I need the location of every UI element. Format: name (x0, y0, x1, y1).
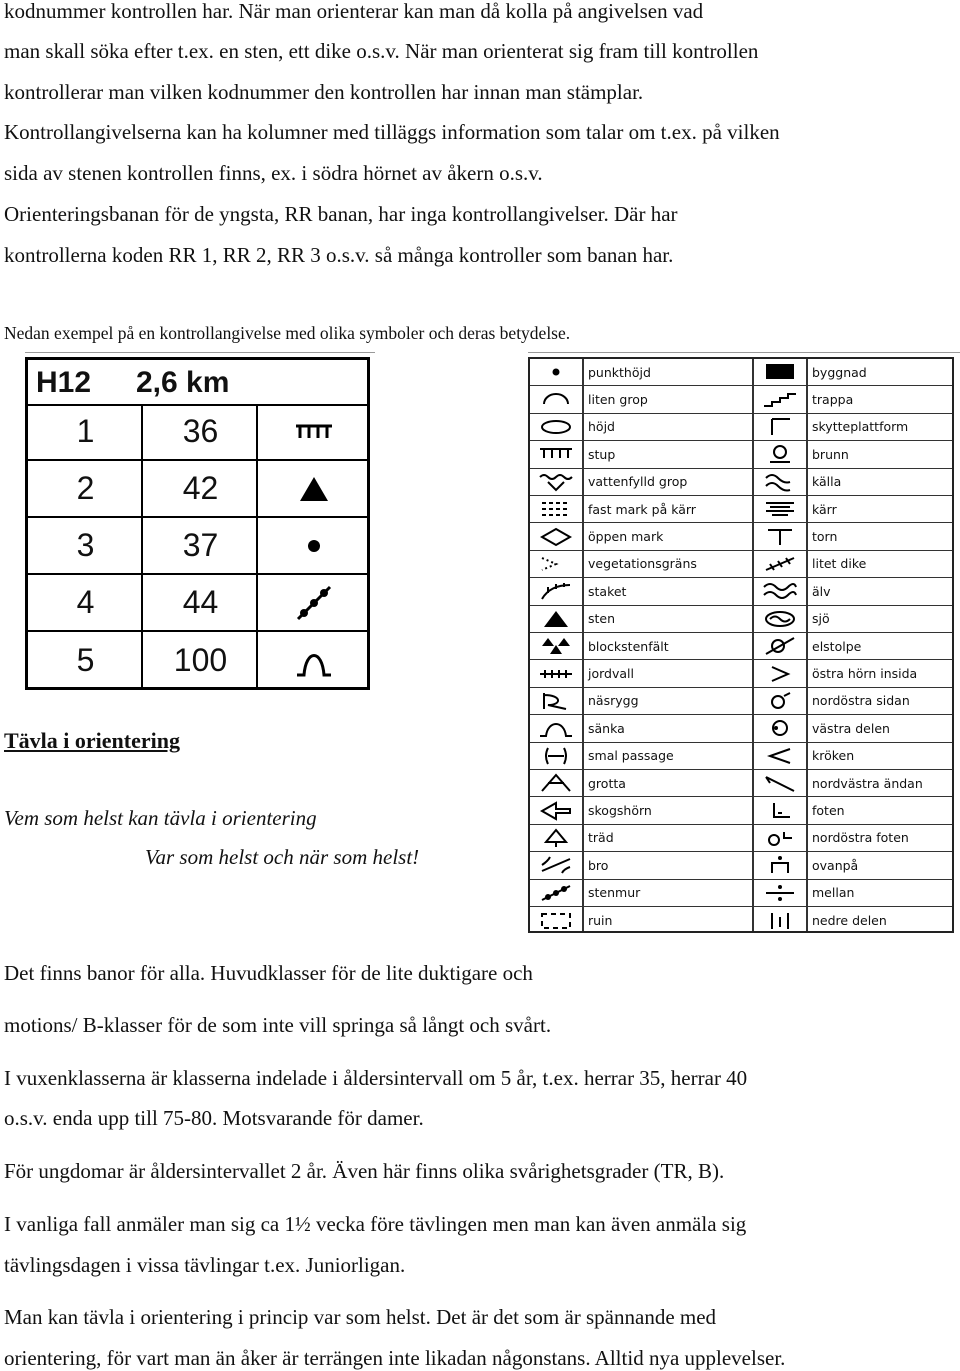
ditch-icon (754, 551, 806, 577)
bend-icon (754, 743, 806, 769)
legend-label: vegetationsgräns (588, 556, 697, 572)
body-line: orientering, för vart man än åker är terrängen inte likadan någonstans. Alltid nya upplevelser. (4, 1346, 786, 1370)
body-line: Man kan tävla i orientering i princip var som helst. Det är det som är spännande med (4, 1305, 717, 1329)
legend-row (530, 414, 952, 441)
northeast-foot-icon (754, 825, 806, 851)
control-number: 5 (76, 642, 95, 678)
legend-label: västra delen (812, 720, 890, 736)
legend-label: östra hörn insida (812, 666, 918, 682)
control-row (28, 518, 367, 575)
control-number: 3 (76, 527, 95, 563)
legend-row (530, 386, 952, 413)
legend-row (530, 441, 952, 468)
shooting-platform-icon (754, 414, 806, 440)
control-number: 1 (76, 413, 95, 449)
body-line: I vuxenklasserna är klasserna indelade i åldersintervall om 5 år, t.ex. herrar 35, herrar 40 (4, 1066, 748, 1090)
ruin-icon (530, 907, 582, 934)
legend-label: elstolpe (812, 638, 862, 654)
intro-line: man skall söka efter t.ex. en sten, ett dike o.s.v. När man orienterat sig fram till kontrollen (4, 39, 759, 63)
legend-label: kröken (812, 748, 855, 764)
control-code: 36 (182, 413, 219, 449)
legend-row (530, 523, 952, 550)
legend-row (530, 770, 952, 797)
legend-label: ruin (588, 913, 613, 929)
legend-label: smal passage (588, 748, 674, 764)
control-code: 37 (182, 527, 219, 563)
legend-label: torn (812, 529, 838, 545)
legend-label: mellan (812, 885, 855, 901)
legend-row (530, 496, 952, 523)
legend-label: nordöstra foten (812, 830, 909, 846)
marsh-icon (754, 496, 806, 522)
firm-marsh-icon (530, 496, 582, 522)
legend-label: öppen mark (588, 529, 664, 545)
lower-part-icon (754, 907, 806, 934)
legend-label: nordöstra sidan (812, 693, 910, 709)
legend-label: sjö (812, 611, 830, 627)
legend-row (530, 660, 952, 687)
stone-wall-icon (530, 880, 582, 906)
control-number: 4 (76, 584, 95, 620)
legend-row (530, 743, 952, 770)
lake-icon (754, 606, 806, 632)
legend-row (530, 852, 952, 879)
course-distance: 2,6 km (136, 366, 230, 399)
spring-icon (754, 469, 806, 495)
intro-line: kodnummer kontrollen har. När man orienterar kan man då kolla på angivelsen vad (4, 0, 704, 23)
spur-icon (530, 688, 582, 714)
open-land-icon (530, 523, 582, 549)
northeast-side-icon (754, 688, 806, 714)
on-top-icon (754, 852, 806, 878)
legend-label: källa (812, 474, 842, 490)
legend-row (530, 606, 952, 633)
legend-label: skytteplattform (812, 419, 909, 435)
legend-row (530, 469, 952, 496)
legend-row (530, 633, 952, 660)
vegetation-boundary-icon (530, 551, 582, 577)
legend-label: kärr (812, 501, 837, 517)
legend-label: jordvall (588, 666, 634, 682)
legend-label: näsrygg (588, 693, 639, 709)
fence-icon (530, 578, 582, 604)
control-code: 100 (173, 642, 228, 678)
earth-wall-icon (530, 660, 582, 686)
legend-row (530, 715, 952, 742)
knoll-icon (258, 518, 370, 573)
boulder-icon (530, 606, 582, 632)
body-line: motions/ B-klasser för de som inte vill springa så långt och svårt. (4, 1013, 552, 1037)
knoll-icon (530, 359, 582, 385)
legend-label: foten (812, 803, 845, 819)
cliff-icon (258, 404, 370, 459)
small-pit-icon (530, 386, 582, 412)
legend-label: staket (588, 583, 627, 599)
body-line: Det finns banor för alla. Huvudklasser för de lite duktigare och (4, 961, 533, 985)
legend-label: brunn (812, 446, 849, 462)
legend-label: älv (812, 583, 831, 599)
legend-row (530, 359, 952, 386)
building-icon (754, 359, 806, 385)
course-class: H12 (36, 366, 92, 399)
section-heading: Tävla i orientering (4, 728, 180, 753)
foot-icon (754, 797, 806, 823)
legend-label: stup (588, 446, 616, 462)
legend-label: sten (588, 611, 616, 627)
legend-label: punkthöjd (588, 364, 651, 380)
legend-row (530, 880, 952, 907)
legend-label: nedre delen (812, 913, 887, 929)
legend-label: skogshörn (588, 803, 652, 819)
between-icon (754, 880, 806, 906)
stone-wall-icon (258, 575, 370, 630)
body-line: I vanliga fall anmäler man sig ca 1½ vecka före tävlingen men man kan även anmäla sig (4, 1212, 747, 1236)
boulder-field-icon (530, 633, 582, 659)
legend-label: sänka (588, 720, 625, 736)
tree-icon (530, 825, 582, 851)
legend-row (530, 907, 952, 934)
legend-row (530, 825, 952, 852)
water-pit-icon (530, 469, 582, 495)
hill-icon (530, 414, 582, 440)
legend-grid (530, 359, 952, 931)
legend-label: höjd (588, 419, 615, 435)
legend-label: litet dike (812, 556, 867, 572)
legend-label: träd (588, 830, 614, 846)
control-row (28, 461, 367, 518)
west-part-icon (754, 715, 806, 741)
boulder-icon (258, 461, 370, 516)
well-icon (754, 441, 806, 467)
legend-label: vattenfylld grop (588, 474, 688, 490)
river-icon (754, 578, 806, 604)
intro-line: sida av stenen kontrollen finns, ex. i södra hörnet av åkern o.s.v. (4, 161, 543, 185)
body-line: För ungdomar är åldersintervallet 2 år. Även här finns olika svårighetsgrader (TR, B). (4, 1159, 725, 1183)
control-number: 2 (76, 470, 95, 506)
figure-caption: Nedan exempel på en kontrollangivelse med olika symboler och deras betydelse. (4, 323, 571, 343)
legend-label: stenmur (588, 885, 641, 901)
control-code: 42 (182, 470, 219, 506)
intro-line: Orienteringsbanan för de yngsta, RR banan, har inga kontrollangivelser. Där har (4, 202, 678, 226)
cave-icon (530, 770, 582, 796)
cliff-icon (530, 441, 582, 467)
legend-row (530, 797, 952, 824)
legend-row (530, 688, 952, 715)
symbol-legend (528, 357, 954, 933)
legend-label: ovanpå (812, 857, 859, 873)
legend-label: trappa (812, 392, 854, 408)
legend-label: fast mark på kärr (588, 501, 696, 517)
control-code: 44 (182, 584, 219, 620)
intro-line: kontrollerar man vilken kodnummer den kontrollen har innan man stämplar. (4, 80, 644, 104)
divider (25, 352, 375, 353)
legend-row (530, 578, 952, 605)
body-line: o.s.v. enda upp till 75-80. Motsvarande för damer. (4, 1106, 424, 1130)
power-pole-icon (754, 633, 806, 659)
motto-line: Vem som helst kan tävla i orientering (4, 806, 317, 830)
legend-label: grotta (588, 775, 626, 791)
control-row (28, 404, 367, 461)
stairway-icon (754, 386, 806, 412)
depression-icon (258, 632, 370, 689)
legend-label: blockstenfält (588, 638, 669, 654)
motto-line: Var som helst och när som helst! (145, 845, 420, 869)
control-row (28, 632, 367, 689)
legend-row (530, 551, 952, 578)
tower-icon (754, 523, 806, 549)
depression-icon (530, 715, 582, 741)
legend-label: bro (588, 857, 609, 873)
control-row (28, 575, 367, 632)
divider (528, 352, 960, 353)
legend-label: liten grop (588, 392, 648, 408)
narrow-passage-icon (530, 743, 582, 769)
intro-line: Kontrollangivelserna kan ha kolumner med tilläggs information som talar om t.ex. på vilken (4, 120, 780, 144)
legend-label: byggnad (812, 364, 867, 380)
bridge-icon (530, 852, 582, 878)
card-header (28, 360, 367, 406)
northwest-end-icon (754, 770, 806, 796)
east-inside-corner-icon (754, 660, 806, 686)
legend-label: nordvästra ändan (812, 775, 923, 791)
intro-line: kontrollerna koden RR 1, RR 2, RR 3 o.s.v. så många kontroller som banan har. (4, 243, 674, 267)
forest-corner-icon (530, 797, 582, 823)
body-line: tävlingsdagen i vissa tävlingar t.ex. Juniorligan. (4, 1253, 406, 1277)
control-description-card (25, 357, 370, 690)
